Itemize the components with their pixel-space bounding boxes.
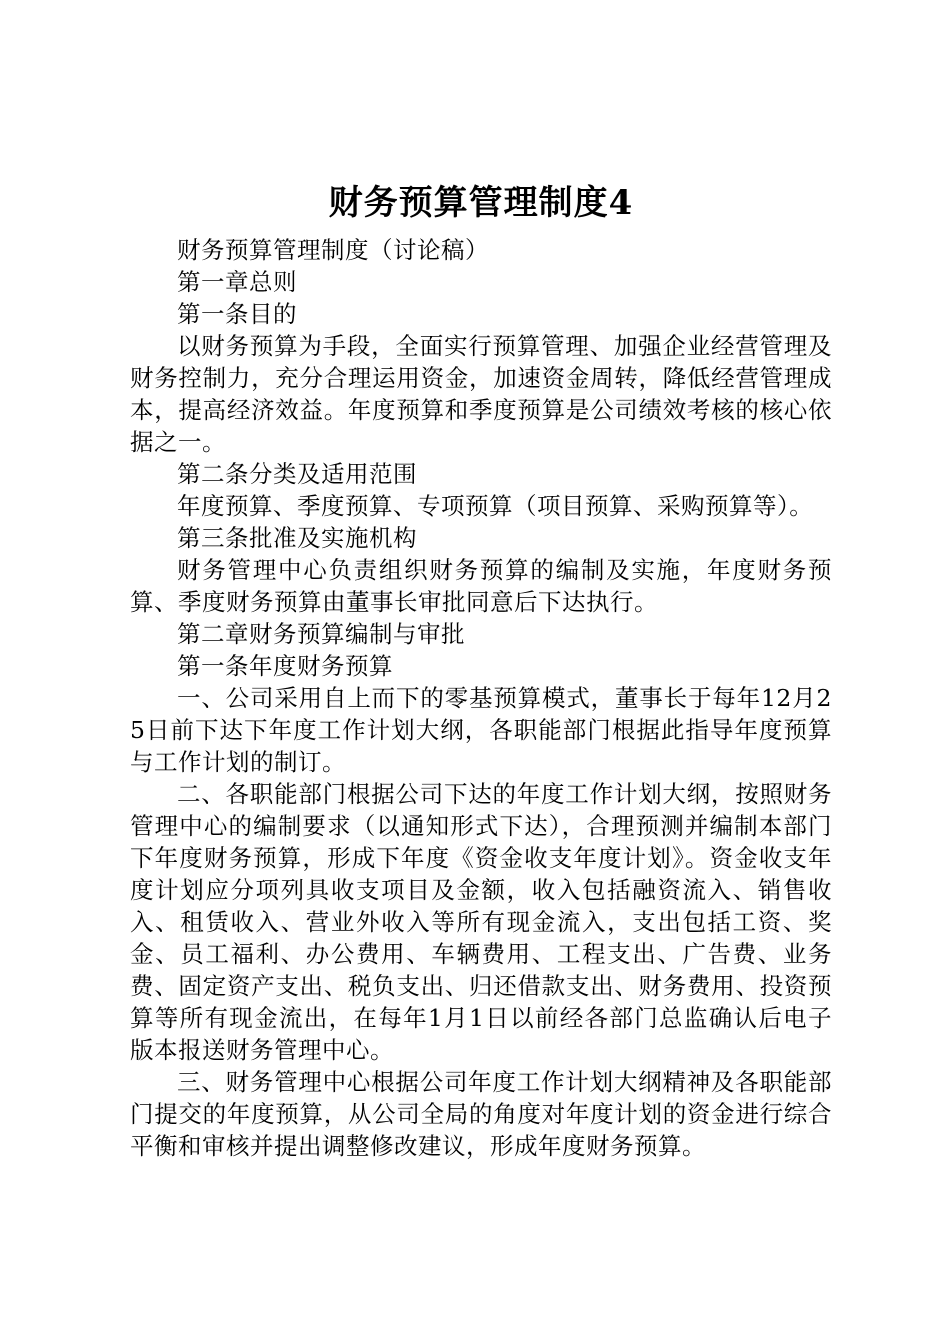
subtitle-paragraph: 财务预算管理制度（讨论稿） — [177, 236, 489, 264]
document-title: 财务预算管理制度4 — [328, 183, 634, 223]
chapter-heading: 第二章财务预算编制与审批 — [177, 620, 465, 648]
article-heading: 第一条年度财务预算 — [177, 652, 393, 680]
body-paragraph: 一、公司采用自上而下的零基预算模式，董事长于每年12月25日前下达下年度工作计划大纲，各职能部门根据此指导年度预算与工作计划的制订。 — [130, 684, 832, 776]
chapter-heading: 第一章总则 — [177, 268, 297, 296]
article-heading: 第二条分类及适用范围 — [177, 460, 417, 488]
body-paragraph: 二、各职能部门根据公司下达的年度工作计划大纲，按照财务管理中心的编制要求（以通知形式下达），合理预测并编制本部门下年度财务预算，形成下年度《资金收支年度计划》。资金收支年度计划应分项列具收支项目及金额，收入包括融资流入、销售收入、租赁收入、营业外收入等所有现金流入，支出包括工资、奖金、员工福利、办公费用、车辆费用、工程支出、广告费、业务费、固定资产支出、税负支出、归还借款支出、财务费用、投资预算等所有现金流出，在每年1月1日以前经各部门总监确认后电子版本报送财务管理中心。 — [130, 780, 832, 1064]
article-heading: 第三条批准及实施机构 — [177, 524, 417, 552]
article-heading: 第一条目的 — [177, 300, 297, 328]
body-paragraph: 三、财务管理中心根据公司年度工作计划大纲精神及各职能部门提交的年度预算，从公司全局的角度对年度计划的资金进行综合平衡和审核并提出调整修改建议，形成年度财务预算。 — [130, 1068, 832, 1160]
body-paragraph: 财务管理中心负责组织财务预算的编制及实施，年度财务预算、季度财务预算由董事长审批同意后下达执行。 — [130, 556, 832, 616]
body-paragraph: 以财务预算为手段，全面实行预算管理、加强企业经营管理及财务控制力，充分合理运用资金，加速资金周转，降低经营管理成本，提高经济效益。年度预算和季度预算是公司绩效考核的核心依据之一。 — [130, 332, 832, 456]
body-paragraph: 年度预算、季度预算、专项预算（项目预算、采购预算等）。 — [177, 492, 814, 520]
document-page — [130, 180, 832, 1162]
